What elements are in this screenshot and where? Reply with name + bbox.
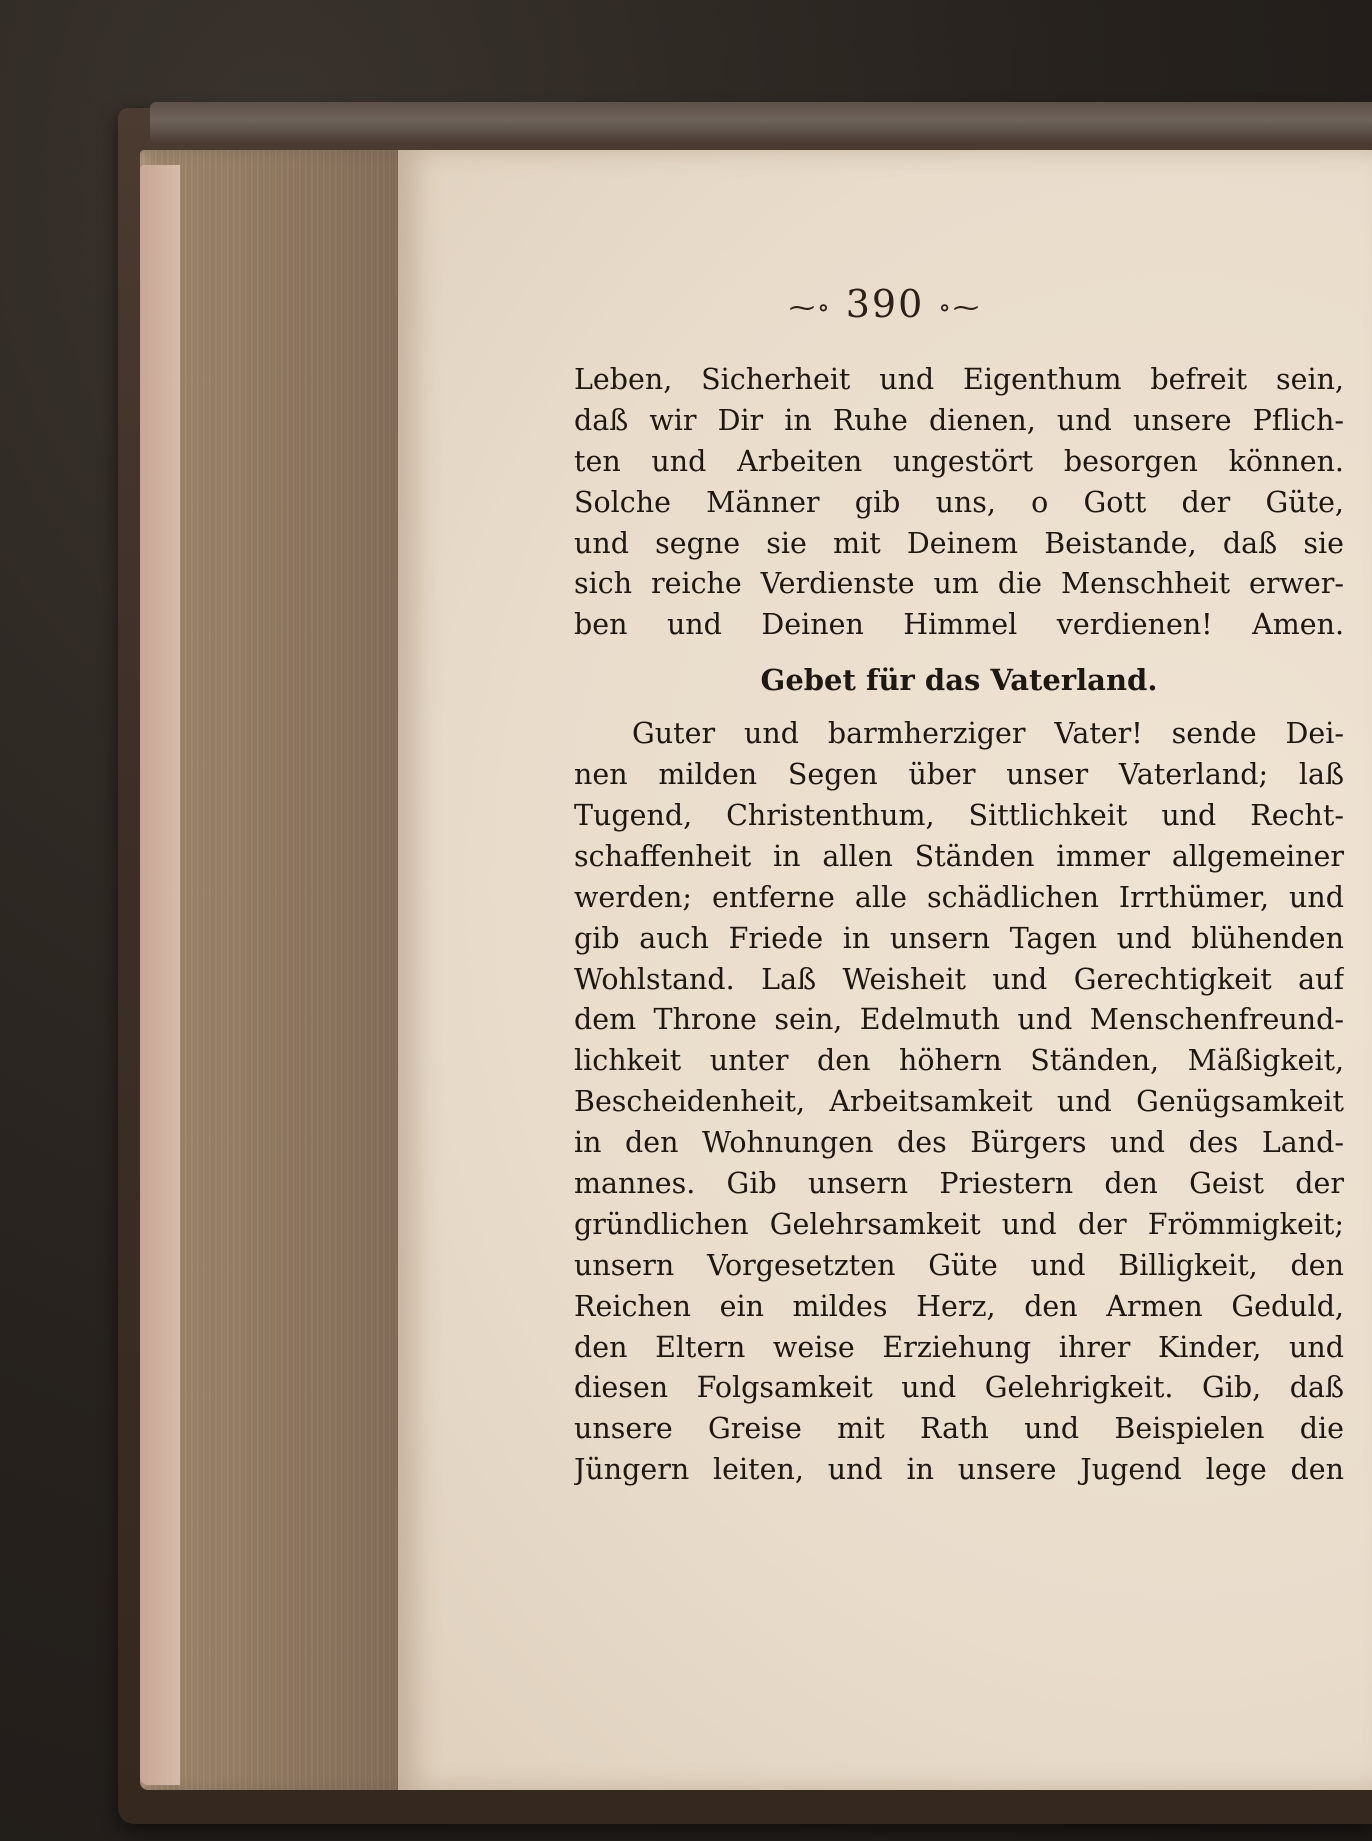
text-line: Leben, Sicherheit und Eigenthum befreit sein, (574, 363, 1344, 396)
text-line: ten und Arbeiten ungestört besorgen können. (574, 444, 1344, 478)
text-line: gründlichen Gelehrsamkeit und der Frömmigkeit; (574, 1207, 1344, 1241)
text-line: Tugend, Christenthum, Sittlichkeit und Recht- (574, 799, 1344, 833)
text-line: schaffenheit in allen Ständen immer allgemeiner (574, 839, 1344, 873)
page-body (574, 360, 1344, 1491)
text-line: lichkeit unter den höhern Ständen, Mäßigkeit, (574, 1044, 1344, 1078)
text-line: sich reiche Verdienste um die Menschheit erwer- (574, 567, 1344, 601)
page-stack-edge (140, 150, 410, 1790)
continuation-paragraph (574, 360, 1344, 646)
ornament-left: ⁓∘ (788, 292, 832, 323)
page-edge-tint (140, 165, 180, 1785)
text-line: und segne sie mit Deinem Beistande, daß sie (574, 526, 1344, 560)
ornament-right: ∘⁓ (938, 292, 982, 323)
text-line: unsern Vorgesetzten Güte und Billigkeit, den (574, 1248, 1344, 1282)
text-line: diesen Folgsamkeit und Gelehrigkeit. Gib, daß (574, 1371, 1344, 1405)
text-line: Bescheidenheit, Arbeitsamkeit und Genügsamkeit (574, 1085, 1344, 1119)
text-line: Wohlstand. Laß Weisheit und Gerechtigkeit auf (574, 962, 1344, 996)
text-line: den Eltern weise Erziehung ihrer Kinder, und (574, 1330, 1344, 1364)
book-page (398, 150, 1372, 1790)
text-line: ben und Deinen Himmel verdienen! Amen. (574, 608, 1344, 642)
text-line: Guter und barmherziger Vater! sende Dei- (632, 717, 1344, 751)
prayer-paragraph (574, 714, 1344, 1491)
text-line: dem Throne sein, Edelmuth und Menschenfreund- (574, 1003, 1344, 1037)
text-line: daß wir Dir in Ruhe dienen, und unsere Pflich- (574, 403, 1344, 437)
text-line: werden; entferne alle schädlichen Irrthümer, und (574, 880, 1344, 914)
text-line: in den Wohnungen des Bürgers und des Land- (574, 1126, 1344, 1160)
page-number: 390 (845, 282, 925, 326)
section-heading: Gebet für das Vaterland. (760, 663, 1158, 698)
page-header (398, 282, 1372, 326)
text-line: mannes. Gib unsern Priestern den Geist der (574, 1167, 1344, 1201)
text-line: gib auch Friede in unsern Tagen und blühenden (574, 921, 1344, 955)
text-line: Jüngern leiten, und in unsere Jugend lege den (574, 1453, 1344, 1487)
book-spine-edge (150, 102, 1372, 142)
text-line: Solche Männer gib uns, o Gott der Güte, (574, 485, 1344, 519)
text-line: unsere Greise mit Rath und Beispielen die (574, 1412, 1344, 1446)
text-line: Reichen ein mildes Herz, den Armen Geduld, (574, 1289, 1344, 1323)
text-line: nen milden Segen über unser Vaterland; laß (574, 758, 1344, 792)
